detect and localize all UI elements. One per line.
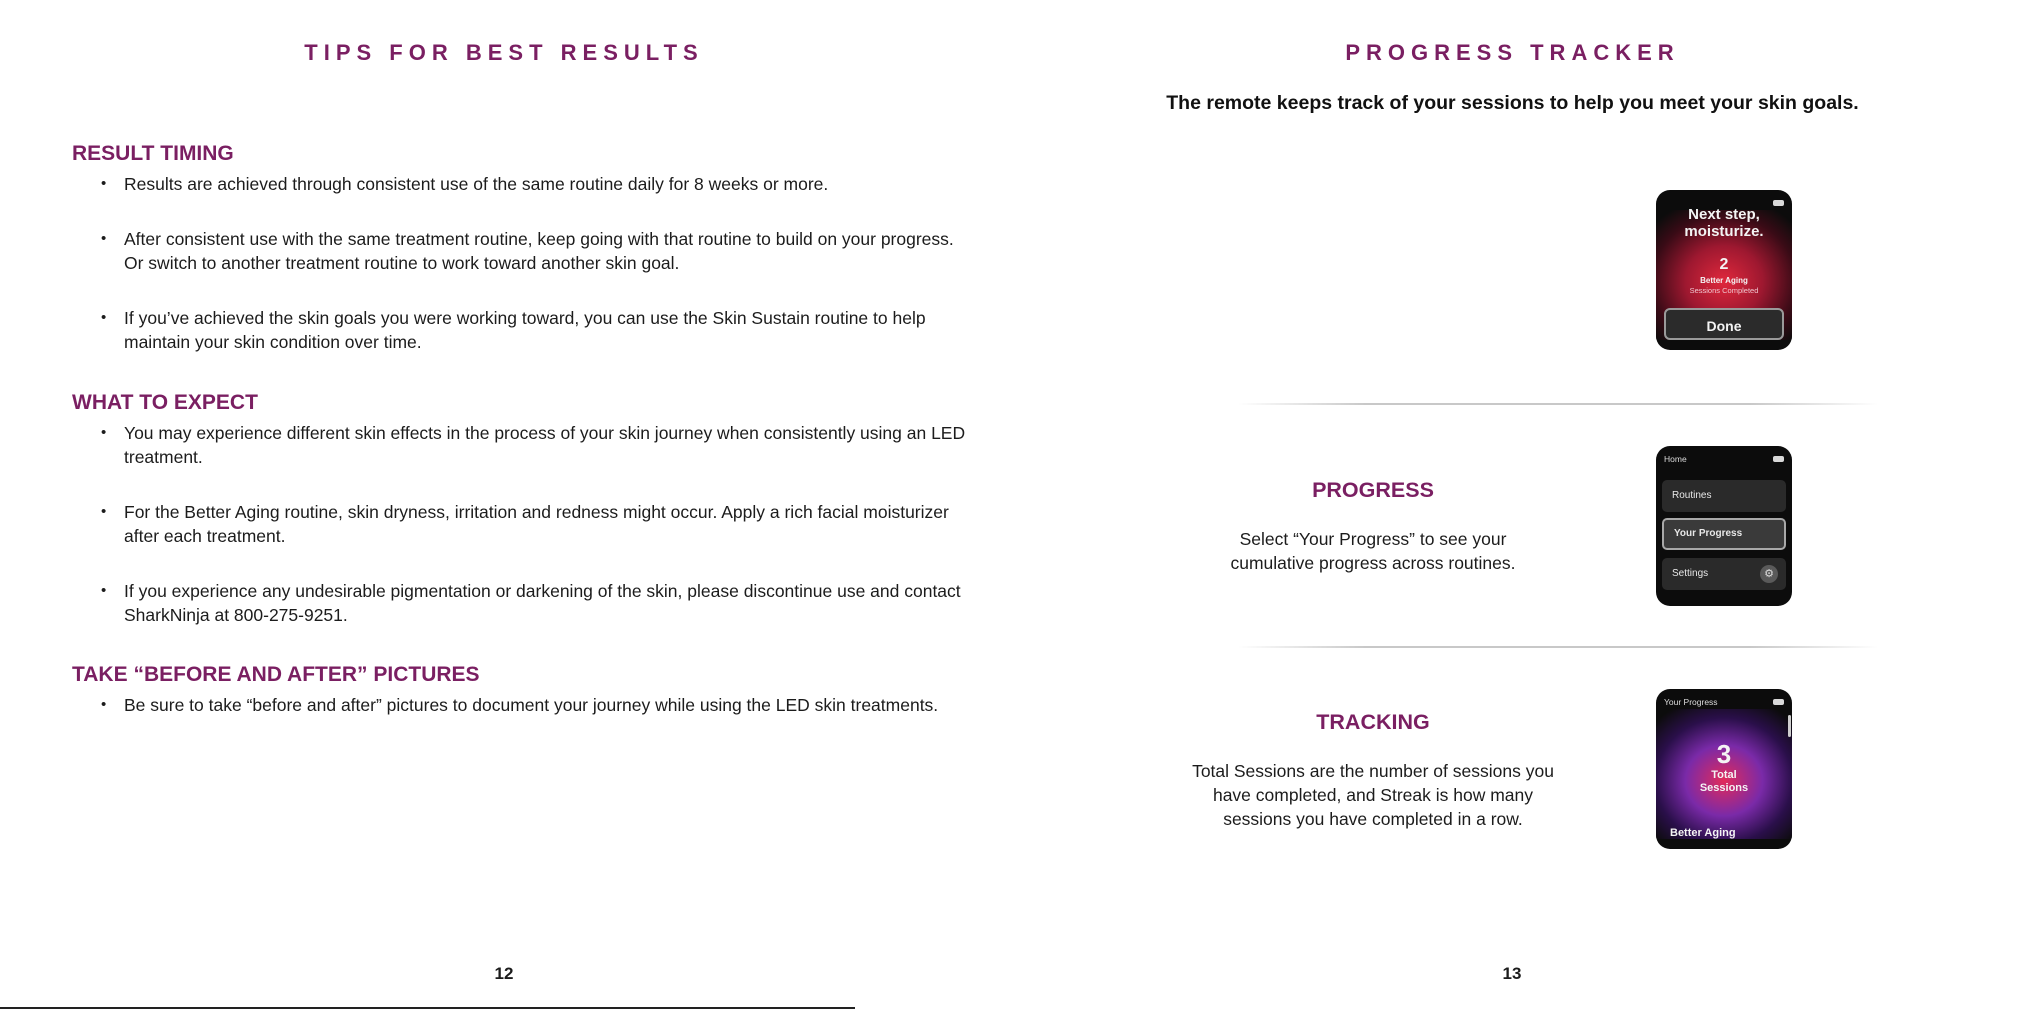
section-heading-what-to-expect: WHAT TO EXPECT	[72, 391, 258, 414]
tracking-description: Total Sessions are the number of sessions you have completed, and Streak is how many sessions you have completed in a row.	[1192, 761, 1554, 829]
remote-screen-your-progress	[1656, 689, 1792, 849]
session-count: 2	[1719, 256, 1729, 273]
section-what-to-expect	[72, 391, 972, 627]
scrollbar[interactable]	[1788, 715, 1791, 737]
page-title-tips: TIPS FOR BEST RESULTS	[304, 40, 704, 65]
page-subtitle: The remote keeps track of your sessions to help you meet your skin goals.	[1166, 92, 1859, 114]
bullet-item: • For the Better Aging routine, skin dryness, irritation and redness might occur. Apply a rich facial moisturizer after each treatment.	[72, 500, 972, 548]
total-label: Total	[1711, 769, 1737, 781]
section-before-after	[72, 663, 972, 717]
total-sessions-count: 3	[1716, 739, 1732, 769]
page-title-progress-tracker: PROGRESS TRACKER	[1345, 40, 1680, 65]
bullet-item: • If you’ve achieved the skin goals you were working toward, you can use the Skin Sustain routine to help maintain your skin condition over time.	[72, 306, 972, 354]
bullet-list-result-timing	[72, 172, 972, 354]
section-result-timing	[72, 142, 972, 354]
bullet-item: • If you experience any undesirable pigmentation or darkening of the skin, please discontinue use and contact SharkNinja at 800-275-9251.	[72, 579, 972, 627]
screen-heading: Next step, moisturize.	[1684, 206, 1764, 240]
section-heading-before-after: TAKE “BEFORE AND AFTER” PICTURES	[72, 663, 480, 686]
bullet-list-what-to-expect	[72, 421, 972, 627]
page-number-left: 12	[494, 964, 514, 983]
bullet-item: • After consistent use with the same treatment routine, keep going with that routine to build on your progress. Or switch to another treatment routine to work toward another skin goal.	[72, 227, 972, 275]
right-page	[1008, 0, 2017, 1009]
progress-heading: PROGRESS	[1312, 478, 1434, 502]
progress-description: Select “Your Progress” to see your cumulative progress across routines.	[1230, 529, 1516, 573]
menu-item-routines[interactable]: Routines	[1662, 480, 1786, 512]
gear-icon: ⚙	[1760, 565, 1778, 583]
routine-label: Better Aging	[1670, 827, 1736, 839]
remote-screen-home-menu	[1656, 446, 1792, 606]
tracking-heading: TRACKING	[1316, 710, 1430, 734]
menu-item-your-progress[interactable]: Your Progress	[1662, 518, 1786, 550]
battery-icon	[1773, 456, 1784, 462]
routine-label: Better Aging	[1700, 276, 1748, 285]
bullet-list-before-after	[72, 693, 972, 717]
bullet-item: • Results are achieved through consistent use of the same routine daily for 8 weeks or more.	[72, 172, 972, 196]
bullet-item: • You may experience different skin effects in the process of your skin journey when consistently using an LED treatment.	[72, 421, 972, 469]
bullet-item: • Be sure to take “before and after” pictures to document your journey while using the LED skin treatments.	[72, 693, 972, 717]
left-page	[0, 0, 1008, 1009]
section-heading-result-timing: RESULT TIMING	[72, 142, 234, 165]
sessions-completed-label: Sessions Completed	[1689, 286, 1759, 295]
battery-icon	[1773, 699, 1784, 705]
divider	[1238, 646, 1878, 648]
menu-item-settings[interactable]: Settings ⚙	[1662, 558, 1786, 590]
done-button[interactable]: Done	[1664, 308, 1784, 340]
divider	[1238, 403, 1878, 405]
screen-header: Your Progress	[1664, 697, 1718, 707]
sessions-label: Sessions	[1699, 782, 1749, 794]
screen-header: Home	[1664, 454, 1687, 464]
page-number-right: 13	[1502, 964, 1522, 983]
remote-screen-next-step	[1656, 190, 1792, 350]
